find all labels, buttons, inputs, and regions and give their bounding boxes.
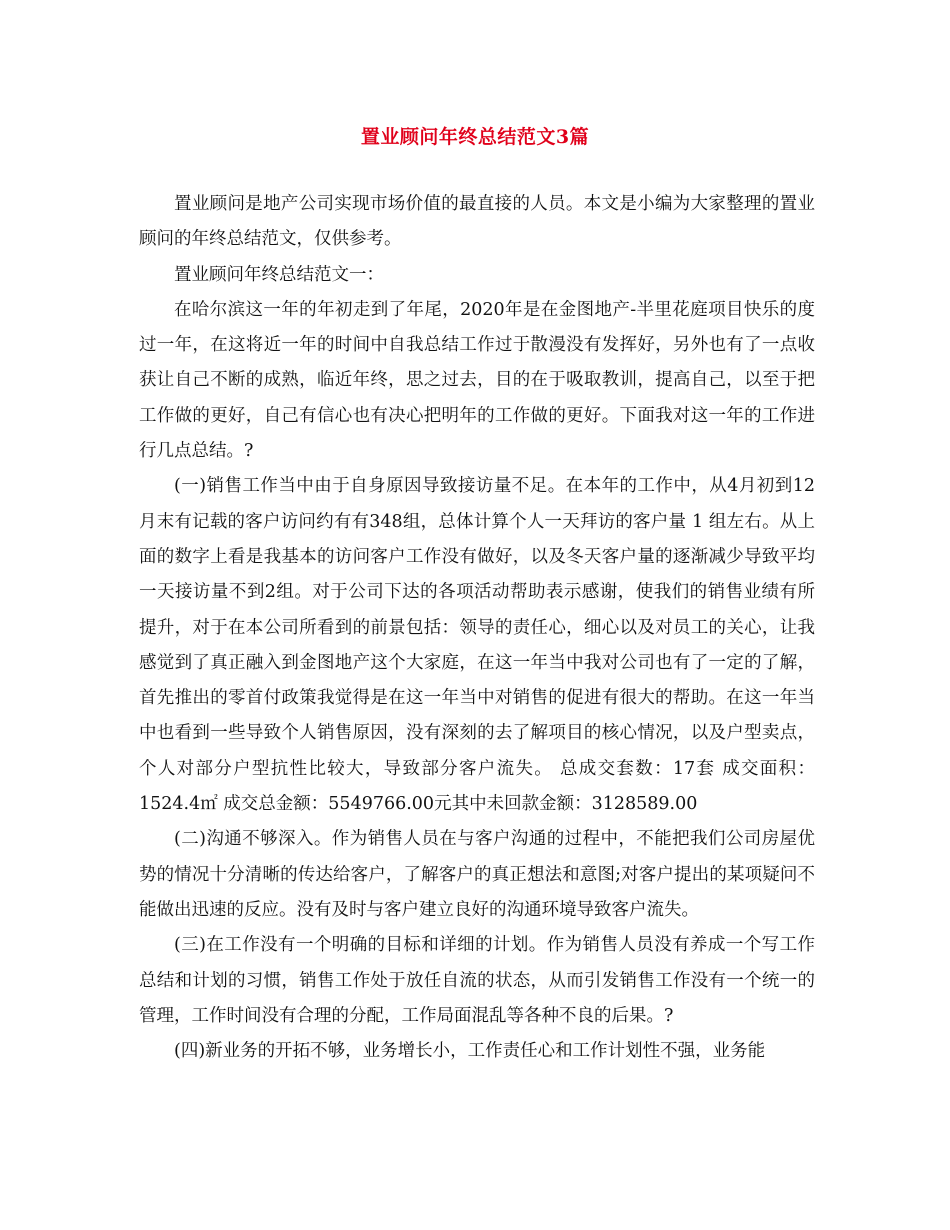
paragraph-overview: 在哈尔滨这一年的年初走到了年尾，2020年是在金图地产-半里花庭项目快乐的度过一年，在这将近一年的时间中自我总结工作过于散漫没有发挥好，另外也有了一点收获让自己不断的成熟，临近年终，思之过去，目的在于吸取教训，提高自己，以至于把工作做的更好，自己有信心也有决心把明年的工作做的更好。下面我对这一年的工作进行几点总结。? <box>139 299 815 462</box>
paragraph-point-2: (二)沟通不够深入。作为销售人员在与客户沟通的过程中，不能把我们公司房屋优势的情况十分清晰的传达给客户，了解客户的真正想法和意图;对客户提出的某项疑问不能做出迅速的反应。没有及时与客户建立良好的沟通环境导致客户流失。 <box>139 829 815 920</box>
paragraph-point-1: (一)销售工作当中由于自身原因导致接访量不足。在本年的工作中，从4月初到12月末有记载的客户访问约有有348组，总体计算个人一天拜访的客户量 1 组左右。从上面的数字上看是我基本的访问客户工作没有做好，以及冬天客户量的逐渐减少导致平均一天接访量不到2组。对于公司下达的各项活动帮助表示感谢，使我们的销售业绩有所提升，对于在本公司所看到的前景包括：领导的责任心，细心以及对员工的关心，让我感觉到了真正融入到金图地产这个大家庭，在这一年当中我对公司也有了一定的了解，首先推出的零首付政策我觉得是在这一年当中对销售的促进有很大的帮助。在这一年当中也看到一些导致个人销售原因，没有深刻的去了解项目的核心情况，以及户型卖点，个人对部分户型抗性比较大，导致部分客户流失。 总成交套数：17套 成交面积：1524.4㎡ 成交总金额：5549766.00元其中未回款金额：3128589.00 <box>139 476 815 815</box>
paragraph-section-heading: 置业顾问年终总结范文一： <box>174 264 384 285</box>
document-title: 置业顾问年终总结范文3篇 <box>360 126 590 148</box>
paragraph-point-4: (四)新业务的开拓不够，业务增长小，工作责任心和工作计划性不强，业务能 <box>174 1041 766 1062</box>
paragraph-point-3: (三)在工作没有一个明确的目标和详细的计划。作为销售人员没有养成一个写工作总结和计划的习惯，销售工作处于放任自流的状态，从而引发销售工作没有一个统一的管理，工作时间没有合理的分配，工作局面混乱等各种不良的后果。? <box>139 935 815 1026</box>
document-body <box>139 187 815 1069</box>
paragraph-intro: 置业顾问是地产公司实现市场价值的最直接的人员。本文是小编为大家整理的置业顾问的年终总结范文，仅供参考。 <box>139 194 815 250</box>
